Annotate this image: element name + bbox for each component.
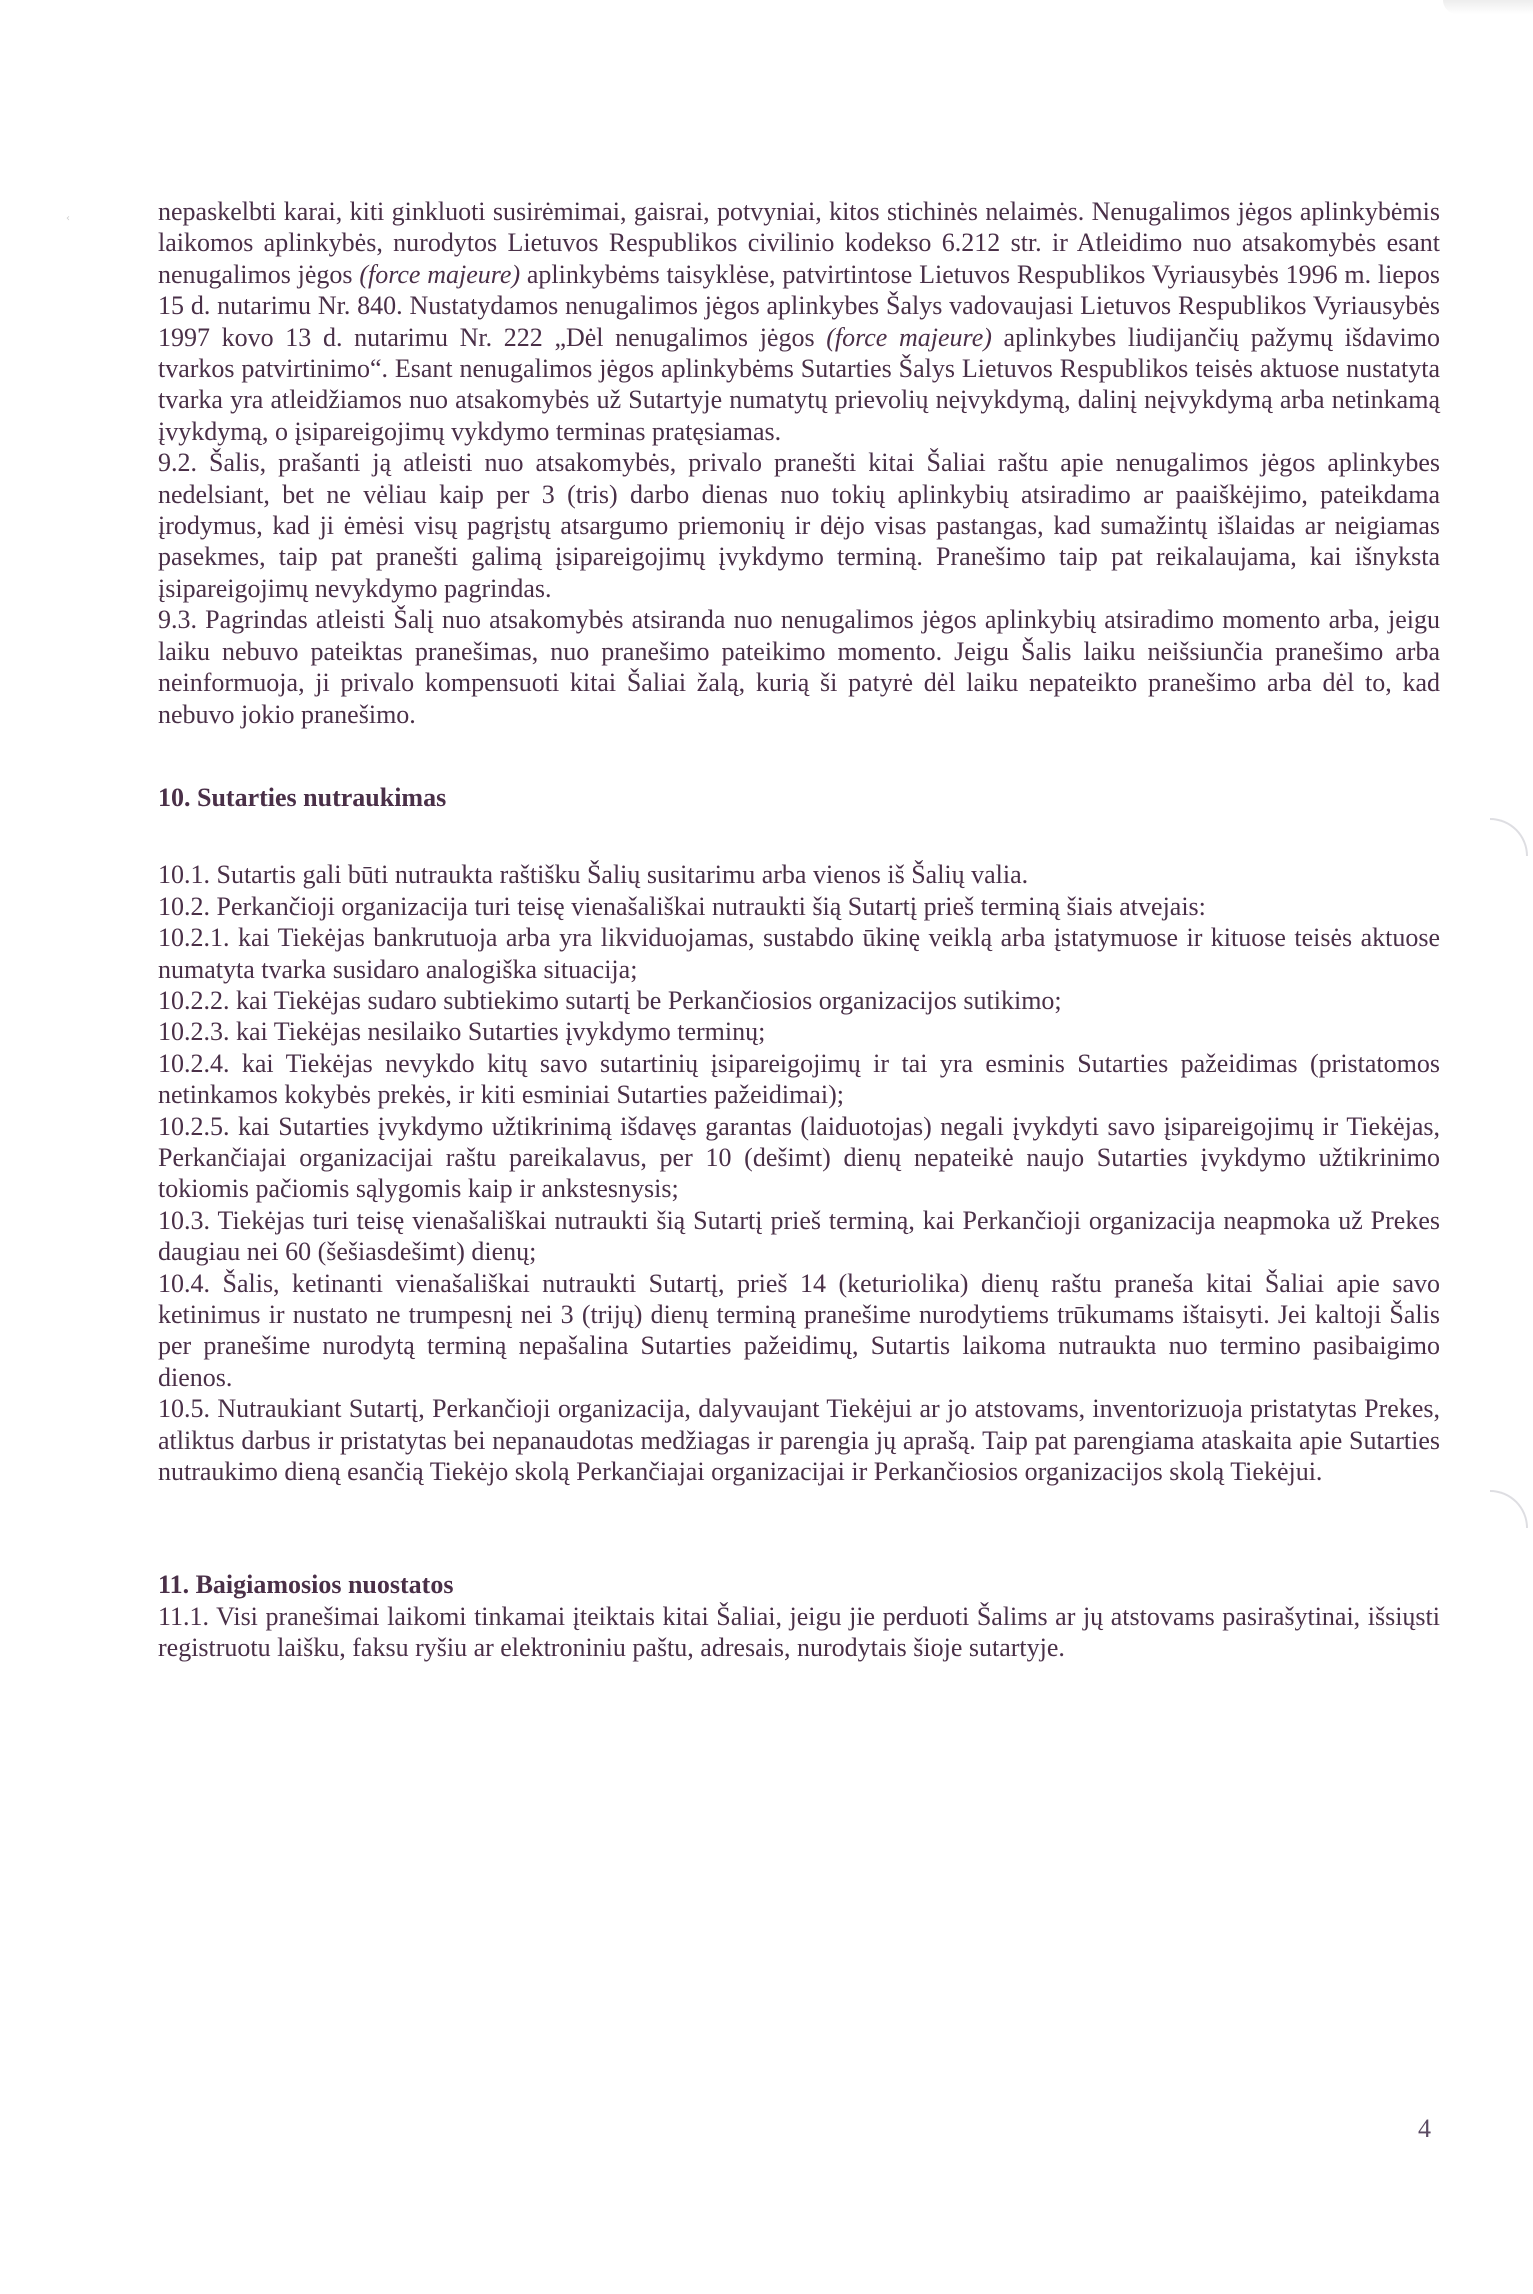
scan-artifact-mark xyxy=(1490,1490,1528,1528)
clause-10-2-5: 10.2.5. kai Sutarties įvykdymo užtikrinimą išdavęs garantas (laiduotojas) negali įvykdyti savo įsipareigojimų ir Tiekėjas, Perkančiajai organizacijai raštu pareikalavus, per 10 (dešimt) dienų nepateikė naujo Sutarties įvykdymo užtikrinimo tokiomis pačiomis sąlygomis kaip ir ankstesnysis; xyxy=(158,1111,1440,1204)
paragraph-text: aplinkybes liudijančių pažymų išdavimo tvarkos patvirtinimo“. Esant nenugalimos jėgos aplinkybėms Sutarties Šalys Lietuvos Respublikos teisės aktuose nustatyta tvarka yra atleidžiamos nuo atsakomybės už Sutartyje numatytų prievolių neįvykdymą, dalinį neįvykdymą arba netinkamą įvykdymą, o įsipareigojimų vykdymo terminas pratęsiamas. xyxy=(158,322,1440,446)
force-majeure-paragraph xyxy=(158,196,1440,447)
clause-10-3: 10.3. Tiekėjas turi teisę vienašališkai nutraukti šią Sutartį prieš terminą, kai Perkančioji organizacija neapmoka už Prekes daugiau nei 60 (šešiasdešimt) dienų; xyxy=(158,1205,1440,1267)
italic-term: (force majeure) xyxy=(359,259,521,289)
document-body xyxy=(158,196,1440,1664)
clause-10-2-1: 10.2.1. kai Tiekėjas bankrutuoja arba yra likviduojamas, sustabdo ūkinę veiklą arba įstatymuose ir kituose teisės aktuose numatyta tvarka susidaro analogiška situacija; xyxy=(158,923,1440,984)
clause-9-2: 9.2. Šalis, prašanti ją atleisti nuo atsakomybės, privalo pranešti kitai Šaliai raštu apie nenugalimos jėgos aplinkybes nedelsiant, bet ne vėliau kaip per 3 (tris) darbo dienas nuo tokių aplinkybių atsiradimo ar paaiškėjimo, pateikdama įrodymus, kad ji ėmėsi visų pagrįstų atsargumo priemonių ir dėjo visas pastangas, kad sumažintų išlaidas ar neigiamas pasekmes, taip pat pranešti galimą įsipareigojimų įvykdymo terminą. Pranešimo taip pat reikalaujama, kai išnyksta įsipareigojimų nevykdymo pagrindas. xyxy=(158,448,1440,603)
section-heading-10: 10. Sutarties nutraukimas xyxy=(158,782,447,812)
clause-10-4: 10.4. Šalis, ketinanti vienašališkai nutraukti Sutartį, prieš 14 (keturiolika) dienų raštu praneša kitai Šaliai apie savo ketinimus ir nustato ne trumpesnį nei 3 (trijų) dienų terminą pranešime nurodytiems trūkumams ištaisyti. Jei kaltoji Šalis per pranešime nurodytą terminą nepašalina Sutarties pažeidimų, Sutartis laikoma nutraukta nuo termino pasibaigimo dienos. xyxy=(158,1268,1440,1392)
scan-edge-shadow xyxy=(1443,0,1533,14)
scan-artifact-mark xyxy=(1490,818,1528,856)
paragraph-text: aplinkybėms taisyklėse, patvirtintose Lietuvos Respublikos Vyriausybės 1996 m. liepos 15 d. nutarimu Nr. 840. Nustatydamos nenugalimos jėgos aplinkybes Šalys vadovaujasi Lietuvos Respublikos Vyriausybės 1997 kovo 13 d. nutarimu Nr. 222 „Dėl nenugalimos jėgos xyxy=(158,259,1440,352)
clause-10-2: 10.2. Perkančioji organizacija turi teisę vienašališkai nutraukti šią Sutartį prieš terminą šiais atvejais: xyxy=(158,891,1206,921)
clause-10-5: 10.5. Nutraukiant Sutartį, Perkančioji organizacija, dalyvaujant Tiekėjui ar jo atstovams, inventorizuoja pristatytas Prekes, atliktus darbus ir pristatytas bei nepanaudotas medžiagas ir parengia jų aprašą. Taip pat parengiama ataskaita apie Sutarties nutraukimo dieną esančią Tiekėjo skolą Perkančiajai organizacijai ir Perkančiosios organizacijos skolą Tiekėjui. xyxy=(158,1394,1440,1487)
spacer xyxy=(158,813,1440,859)
clause-10-2-2: 10.2.2. kai Tiekėjas sudaro subtiekimo sutartį be Perkančiosios organizacijos sutikimo; xyxy=(158,985,1062,1015)
paragraph-text: nepaskelbti karai, kiti ginkluoti susirėmimai, gaisrai, potvyniai, kitos stichinės nelaimės. Nenugalimos jėgos aplinkybėmis laikomos aplinkybės, nurodytos Lietuvos Respublikos civilinio kodekso 6.212 str. ir Atleidimo nuo atsakomybės esant nenugalimos jėgos xyxy=(158,197,1440,289)
clause-9-3: 9.3. Pagrindas atleisti Šalį nuo atsakomybės atsiranda nuo nenugalimos jėgos aplinkybių atsiradimo momento arba, jeigu laiku nebuvo pateiktas pranešimas, nuo pranešimo pateikimo momento. Jeigu Šalis laiku neišsiunčia pranešimo arba neinformuoja, ji privalo kompensuoti kitai Šaliai žalą, kurią ši patyrė dėl laiku nepateikto pranešimo arba dėl to, kad nebuvo jokio pranešimo. xyxy=(158,605,1440,729)
clause-10-2-4: 10.2.4. kai Tiekėjas nevykdo kitų savo sutartinių įsipareigojimų ir tai yra esminis Sutarties pažeidimas (pristatomos netinkamos kokybės prekės, ir kiti esminiai Sutarties pažeidimai); xyxy=(158,1048,1440,1110)
scan-speck: ‹ xyxy=(66,213,70,224)
spacer xyxy=(158,730,1440,782)
section-heading-11: 11. Baigiamosios nuostatos xyxy=(158,1570,454,1600)
clause-10-2-3: 10.2.3. kai Tiekėjas nesilaiko Sutarties įvykdymo terminų; xyxy=(158,1017,766,1047)
clause-10-1: 10.1. Sutartis gali būti nutraukta raštišku Šalių susitarimu arba vienos iš Šalių valia. xyxy=(158,860,1029,890)
spacer xyxy=(158,1487,1440,1569)
clause-11-1: 11.1. Visi pranešimai laikomi tinkamai įteiktais kitai Šaliai, jeigu jie perduoti Šalims ar jų atstovams pasirašytinai, išsiųsti registruotu laišku, faksu ryšiu ar elektroniniu paštu, adresais, nurodytais šioje sutartyje. xyxy=(158,1601,1440,1663)
page-number: 4 xyxy=(1418,2114,1431,2143)
italic-term: (force majeure) xyxy=(826,322,992,352)
